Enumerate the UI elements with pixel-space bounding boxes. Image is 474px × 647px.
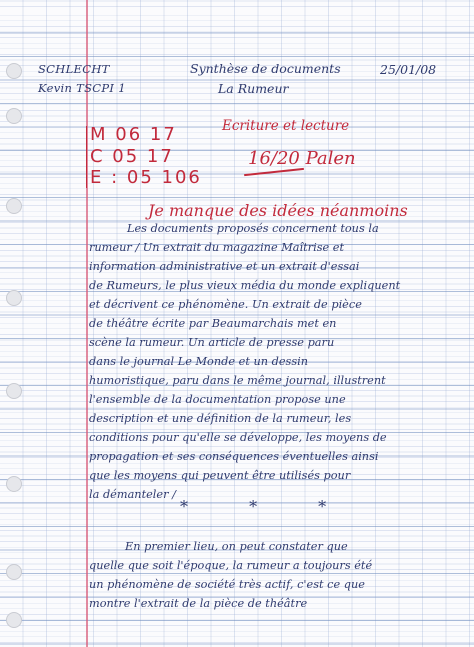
body-line: et décrivent ce phénomène. Un extrait de pièce (89, 298, 362, 311)
body-line: conditions pour qu'elle se développe, les moyens de (89, 431, 387, 444)
body-line: rumeur / Un extrait du magazine Maîtrise et (89, 241, 344, 254)
body-line: Les documents proposés concernent tous la (127, 222, 379, 235)
body-line: la démanteler / (89, 488, 176, 501)
assignment-title: Synthèse de documents (190, 61, 341, 76)
body-line: montre l'extrait de la pièce de théâtre (89, 597, 308, 610)
teacher-comment-main: Je manque des idées néanmoins (148, 201, 408, 220)
body-line: propagation et ses conséquences éventuelles ainsi (89, 450, 379, 463)
grade-line: E : 05 106 (90, 167, 202, 188)
body-line: information administrative et un extrait d'essai (89, 260, 360, 273)
body-line: description et une définition de la rumeur, les (89, 412, 352, 425)
margin-line (86, 0, 88, 647)
binder-hole (6, 63, 22, 79)
body-line: l'ensemble de la documentation propose une (89, 393, 346, 406)
body-line: quelle que soit l'époque, la rumeur a toujours été (89, 559, 373, 572)
student-surname: SCHLECHT (38, 62, 110, 76)
binder-hole (6, 564, 22, 580)
binder-hole (6, 108, 22, 124)
body-line: que les moyens qui peuvent être utilisés pour (89, 469, 351, 482)
binder-hole (6, 198, 22, 214)
assignment-date: 25/01/08 (380, 62, 437, 77)
student-firstname-class: Kevin TSCPI 1 (38, 81, 126, 95)
binder-hole (6, 290, 22, 306)
body-line: humoristique, paru dans le même journal, illustrent (89, 374, 386, 387)
body-line: de Rumeurs, le plus vieux média du monde expliquent (89, 279, 401, 292)
body-line: En premier lieu, on peut constater que (125, 540, 348, 553)
grade-line: C 05 17 (90, 146, 174, 167)
grade-line: M 06 17 (90, 124, 177, 145)
body-line: dans le journal Le Monde et un dessin (89, 355, 309, 368)
binder-hole (6, 383, 22, 399)
body-line: scène la rumeur. Un article de presse paru (89, 336, 335, 349)
section-separator: * * * (180, 497, 355, 516)
body-line: un phénomène de société très actif, c'est ce que (89, 578, 365, 591)
score-underline (244, 168, 304, 176)
body-line: de théâtre écrite par Beaumarchais met en (89, 317, 337, 330)
binder-hole (6, 612, 22, 628)
teacher-comment-top: Ecriture et lecture (222, 118, 350, 134)
binder-hole (6, 476, 22, 492)
assignment-subject: La Rumeur (218, 81, 289, 96)
teacher-score: 16/20 Palen (248, 148, 356, 169)
